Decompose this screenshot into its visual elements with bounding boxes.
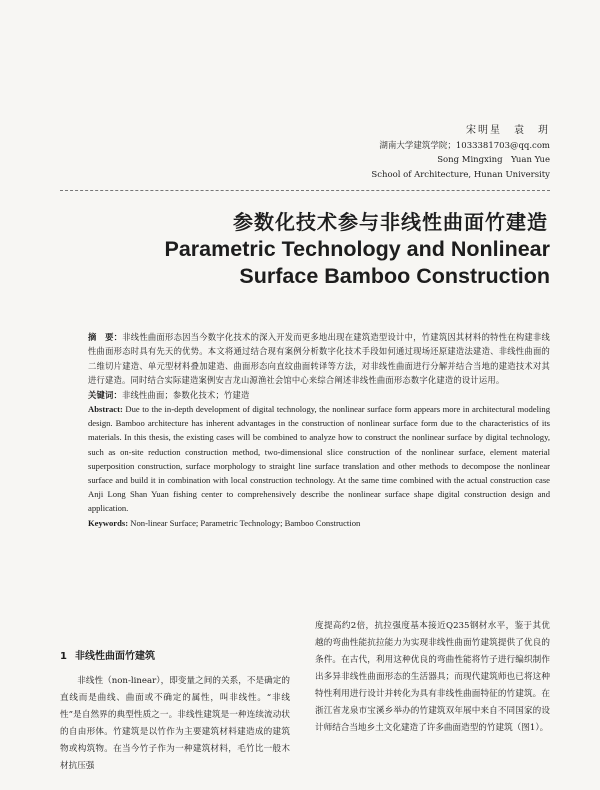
- section-heading-text: 非线性曲面竹建筑: [74, 651, 155, 662]
- keywords-label-en: Keywords:: [88, 517, 129, 528]
- abstract-label-cn: 摘 要：: [88, 332, 123, 342]
- section-paragraph: 非线性（non-linear），即变量之间的关系，不是确定的直线而是曲线、曲面或不确定的属性，叫非线性。“非线性”是自然界的典型性质之一。非线性建筑是一种连续流动状的自由形体。竹建筑是以竹作为主要建筑材料建造成的建筑物或构筑物。在当今竹子作为一种建筑材料，毛竹比一般木材抗压强: [60, 676, 290, 771]
- author-names-cn: 宋明星 袁 玥: [466, 125, 550, 136]
- author-affiliation-cn: 湖南大学建筑学院；1033381703@qq.com: [379, 140, 550, 151]
- abstract-text-cn: 非线性曲面形态因当今数字化技术的深入开发而更多地出现在建筑造型设计中，竹建筑因其材料的特性在构建非线性曲面形态时具有先天的优势。本文将通过结合现有案例分析数字化技术手段如何通过现场还原建造法建造、非线性曲面的二维切片建造、单元型材料叠加建造、曲面形态向直纹曲面转译等方法，对非线性曲面进行分解并结合当地的建造技术对其进行建造。同时结合实际建造案例安吉龙山源渔社会馆中心来综合阐述非线性曲面形态数字化建造的设计运用。: [88, 332, 550, 386]
- keywords-cn: [88, 388, 550, 402]
- author-names-en: Song Mingxing Yuan Yue: [437, 155, 550, 165]
- abstract-label-en: Abstract:: [88, 404, 123, 415]
- right-column-paragraph: 度提高约2倍，抗拉强度基本接近Q235钢材水平，鉴于其优越的弯曲性能抗拉能力为实现非线性曲面竹建筑提供了优良的条件。在古代，利用这种优良的弯曲性能将竹子进行编织制作出多异非线性曲面形态的生活器具；而现代建筑师也已将这种特性利用进行设计并转化为具有非线性曲面特征的竹建筑。在浙江省龙泉市宝溪乡举办的竹建筑双年展中来自不同国家的设计师结合当地乡土文化建造了许多曲面造型的竹建筑（图1）。: [315, 621, 550, 733]
- author-affiliation-en: School of Architecture, Hunan University: [371, 169, 550, 180]
- keywords-label-cn: 关键词：: [88, 389, 122, 400]
- keywords-en: [88, 516, 550, 530]
- abstract-text-en: Due to the in-depth development of digital technology, the nonlinear surface form appears more in architectural modeling design. Bamboo architecture has inherent advantages in the construction of nonlinear surface form due to the characteristics of its materials. In this thesis, the existing cases will be combined to analyze how to construct the nonlinear surface by digital technology, such as on-site reduction construction method, two-dimensional slice construction of the nonlinear surface, element material superposition construction, surface morphology to straight line surface translation and other methods to decompose the nonlinear surface and build it in combination with local construction technology. At the same time combined with the actual construction case Anji Long Shan Yuan fishing center to comprehensively describe the nonlinear surface shape digital construction design and application.: [88, 404, 550, 514]
- body-column-left: [60, 648, 290, 775]
- keywords-text-cn: 非线性曲面；参数化技术；竹建造: [122, 389, 250, 400]
- section-heading: [60, 648, 290, 665]
- body-column-right: [315, 618, 550, 737]
- keywords-text-en: Non-linear Surface; Parametric Technology; Bamboo Construction: [130, 517, 361, 528]
- abstract-cn: [88, 330, 550, 388]
- page-title-en: Parametric Technology and Nonlinear Surface Bamboo Construction: [164, 237, 550, 288]
- page-title-cn: 参数化技术参与非线性曲面竹建造: [233, 210, 548, 234]
- header-divider: [60, 190, 550, 191]
- section-number: 1: [60, 651, 67, 662]
- author-block: [371, 124, 550, 182]
- abstract-en: [88, 402, 550, 516]
- abstract-block: [88, 330, 550, 530]
